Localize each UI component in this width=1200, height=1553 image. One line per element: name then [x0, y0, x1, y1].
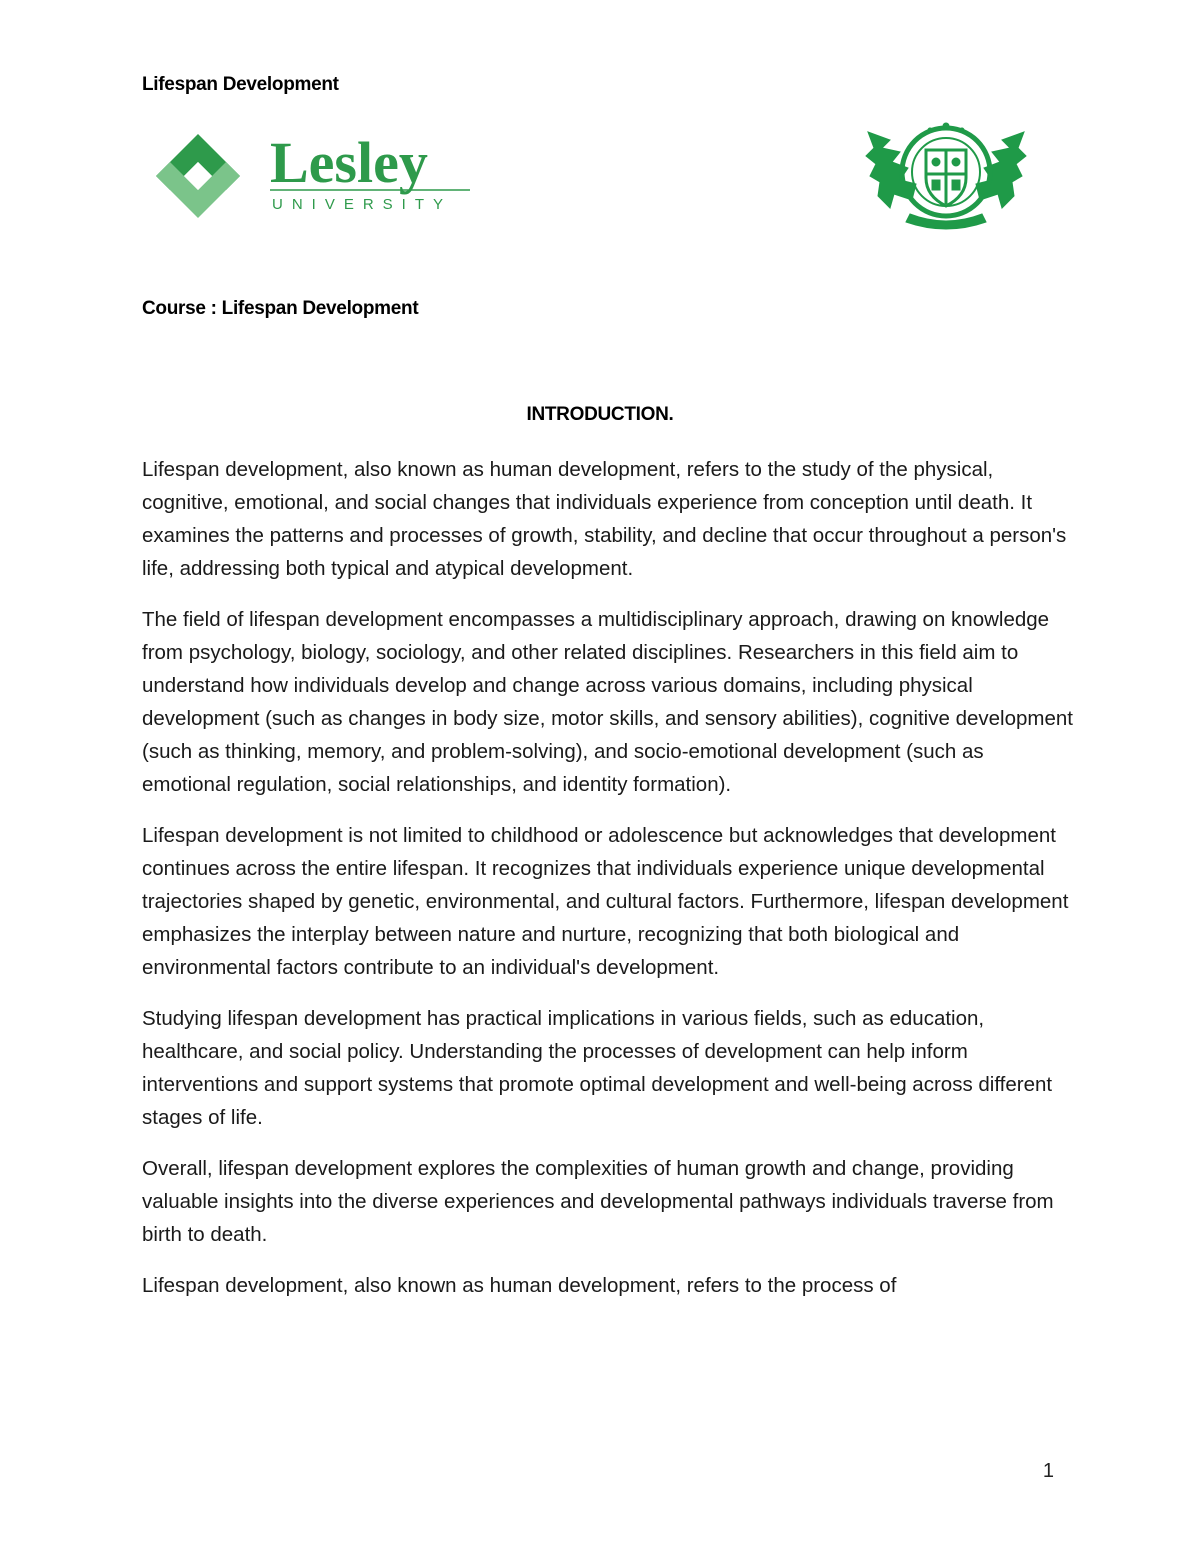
paragraph: Lifespan development, also known as human development, refers to the process of	[142, 1274, 897, 1297]
logo-wordmark: Lesley	[270, 130, 428, 195]
page-number: 1	[1042, 1460, 1054, 1482]
logo-subtext: UNIVERSITY	[272, 196, 453, 213]
running-header: Lifespan Development	[142, 74, 339, 95]
lesley-university-logo	[152, 130, 482, 222]
course-title: Course : Lifespan Development	[142, 298, 419, 319]
section-heading: INTRODUCTION.	[526, 404, 674, 425]
paragraph: Overall, lifespan development explores the complexities of human growth and change, providing valuable insights into the diverse experiences and developmental pathways individuals traverse from birth to death.	[142, 1157, 1054, 1246]
paragraph: Studying lifespan development has practical implications in various fields, such as education, healthcare, and social policy. Understanding the processes of development can help inform interventions and support systems that promote optimal development and well-being across different stages of life.	[142, 1007, 1053, 1129]
diamond-emblem-icon	[156, 134, 240, 218]
body-text	[142, 453, 1077, 1320]
paragraph: The field of lifespan development encompasses a multidisciplinary approach, drawing on knowledge from psychology, biology, sociology, and other related disciplines. Researchers in this field aim to understand how individuals develop and change across various domains, including physical development (such as changes in body size, motor skills, and sensory abilities), cognitive development (such as thinking, memory, and problem-solving), and socio-emotional development (such as emotional regulation, social relationships, and identity formation).	[142, 608, 1073, 796]
paragraph: Lifespan development, also known as human development, refers to the study of the physical, cognitive, emotional, and social changes that individuals experience from conception until death. It examines the patterns and processes of growth, stability, and decline that occur throughout a person's life, addressing both typical and atypical development.	[142, 458, 1067, 580]
university-seal-crest	[860, 118, 1032, 230]
paragraph: Lifespan development is not limited to childhood or adolescence but acknowledges that development continues across the entire lifespan. It recognizes that individuals experience unique developmental trajectories shaped by genetic, environmental, and cultural factors. Furthermore, lifespan development emphasizes the interplay between nature and nurture, recognizing that both biological and environmental factors contribute to an individual's development.	[142, 824, 1069, 979]
